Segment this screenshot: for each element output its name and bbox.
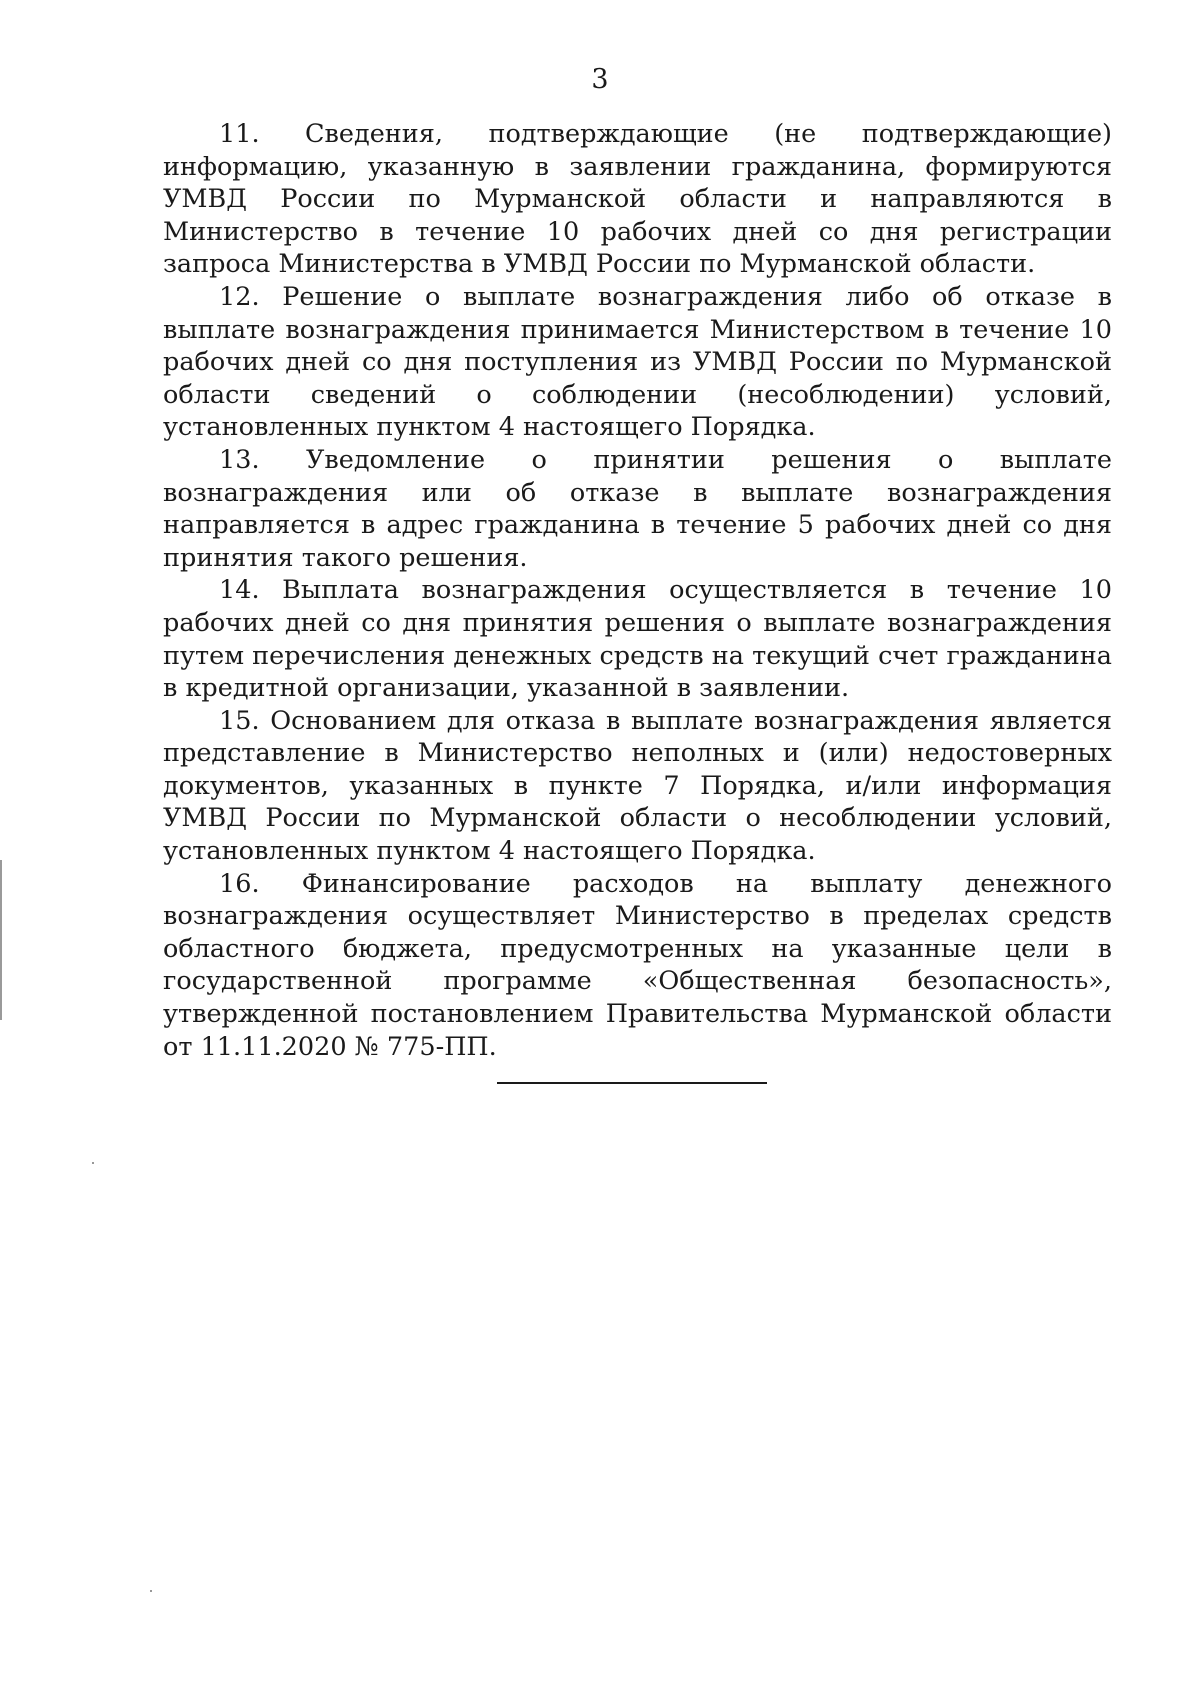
paragraph-14: 14. Выплата вознаграждения осуществляется в течение 10 рабочих дней со дня принятия решения о выплате вознаграждения путем перечисления денежных средств на текущий счет гражданина в кредитной организации, указанной в заявлении. bbox=[163, 575, 1112, 704]
scan-edge-mark bbox=[0, 860, 2, 1020]
paragraph-16: 16. Финансирование расходов на выплату денежного вознаграждения осуществляет Министерство в пределах средств областного бюджета, предусмотренных на указанные цели в государственной программе «Общественная безопасность», утвержденной постановлением Правительства Мурманской области от 11.11.2020 № 775-ПП. bbox=[163, 868, 1112, 1062]
paragraph-11: 11. Сведения, подтверждающие (не подтверждающие) информацию, указанную в заявлении гражданина, формируются УМВД России по Мурманской области и направляются в Министерство в течение 10 рабочих дней со дня регистрации запроса Министерства в УМВД России по Мурманской области. bbox=[163, 119, 1112, 280]
paragraph-12: 12. Решение о выплате вознаграждения либо об отказе в выплате вознаграждения принимается Министерством в течение 10 рабочих дней со дня поступления из УМВД России по Мурманской области сведений о соблюдении (несоблюдении) условий, установленных пунктом 4 настоящего Порядка. bbox=[163, 281, 1112, 443]
paragraph-13: 13. Уведомление о принятии решения о выплате вознаграждения или об отказе в выплате вознаграждения направляется в адрес гражданина в течение 5 рабочих дней со дня принятия такого решения. bbox=[163, 444, 1112, 573]
document-body bbox=[163, 118, 1112, 1063]
page-number: 3 bbox=[591, 64, 609, 95]
paragraph-15: 15. Основанием для отказа в выплате вознаграждения является представление в Министерство неполных и (или) недостоверных документов, указанных в пункте 7 Порядка, и/или информация УМВД России по Мурманской области о несоблюдении условий, установленных пунктом 4 настоящего Порядка. bbox=[163, 705, 1112, 867]
end-of-document-rule bbox=[497, 1082, 767, 1084]
scan-speck bbox=[150, 1590, 152, 1592]
scan-speck bbox=[92, 1162, 94, 1164]
